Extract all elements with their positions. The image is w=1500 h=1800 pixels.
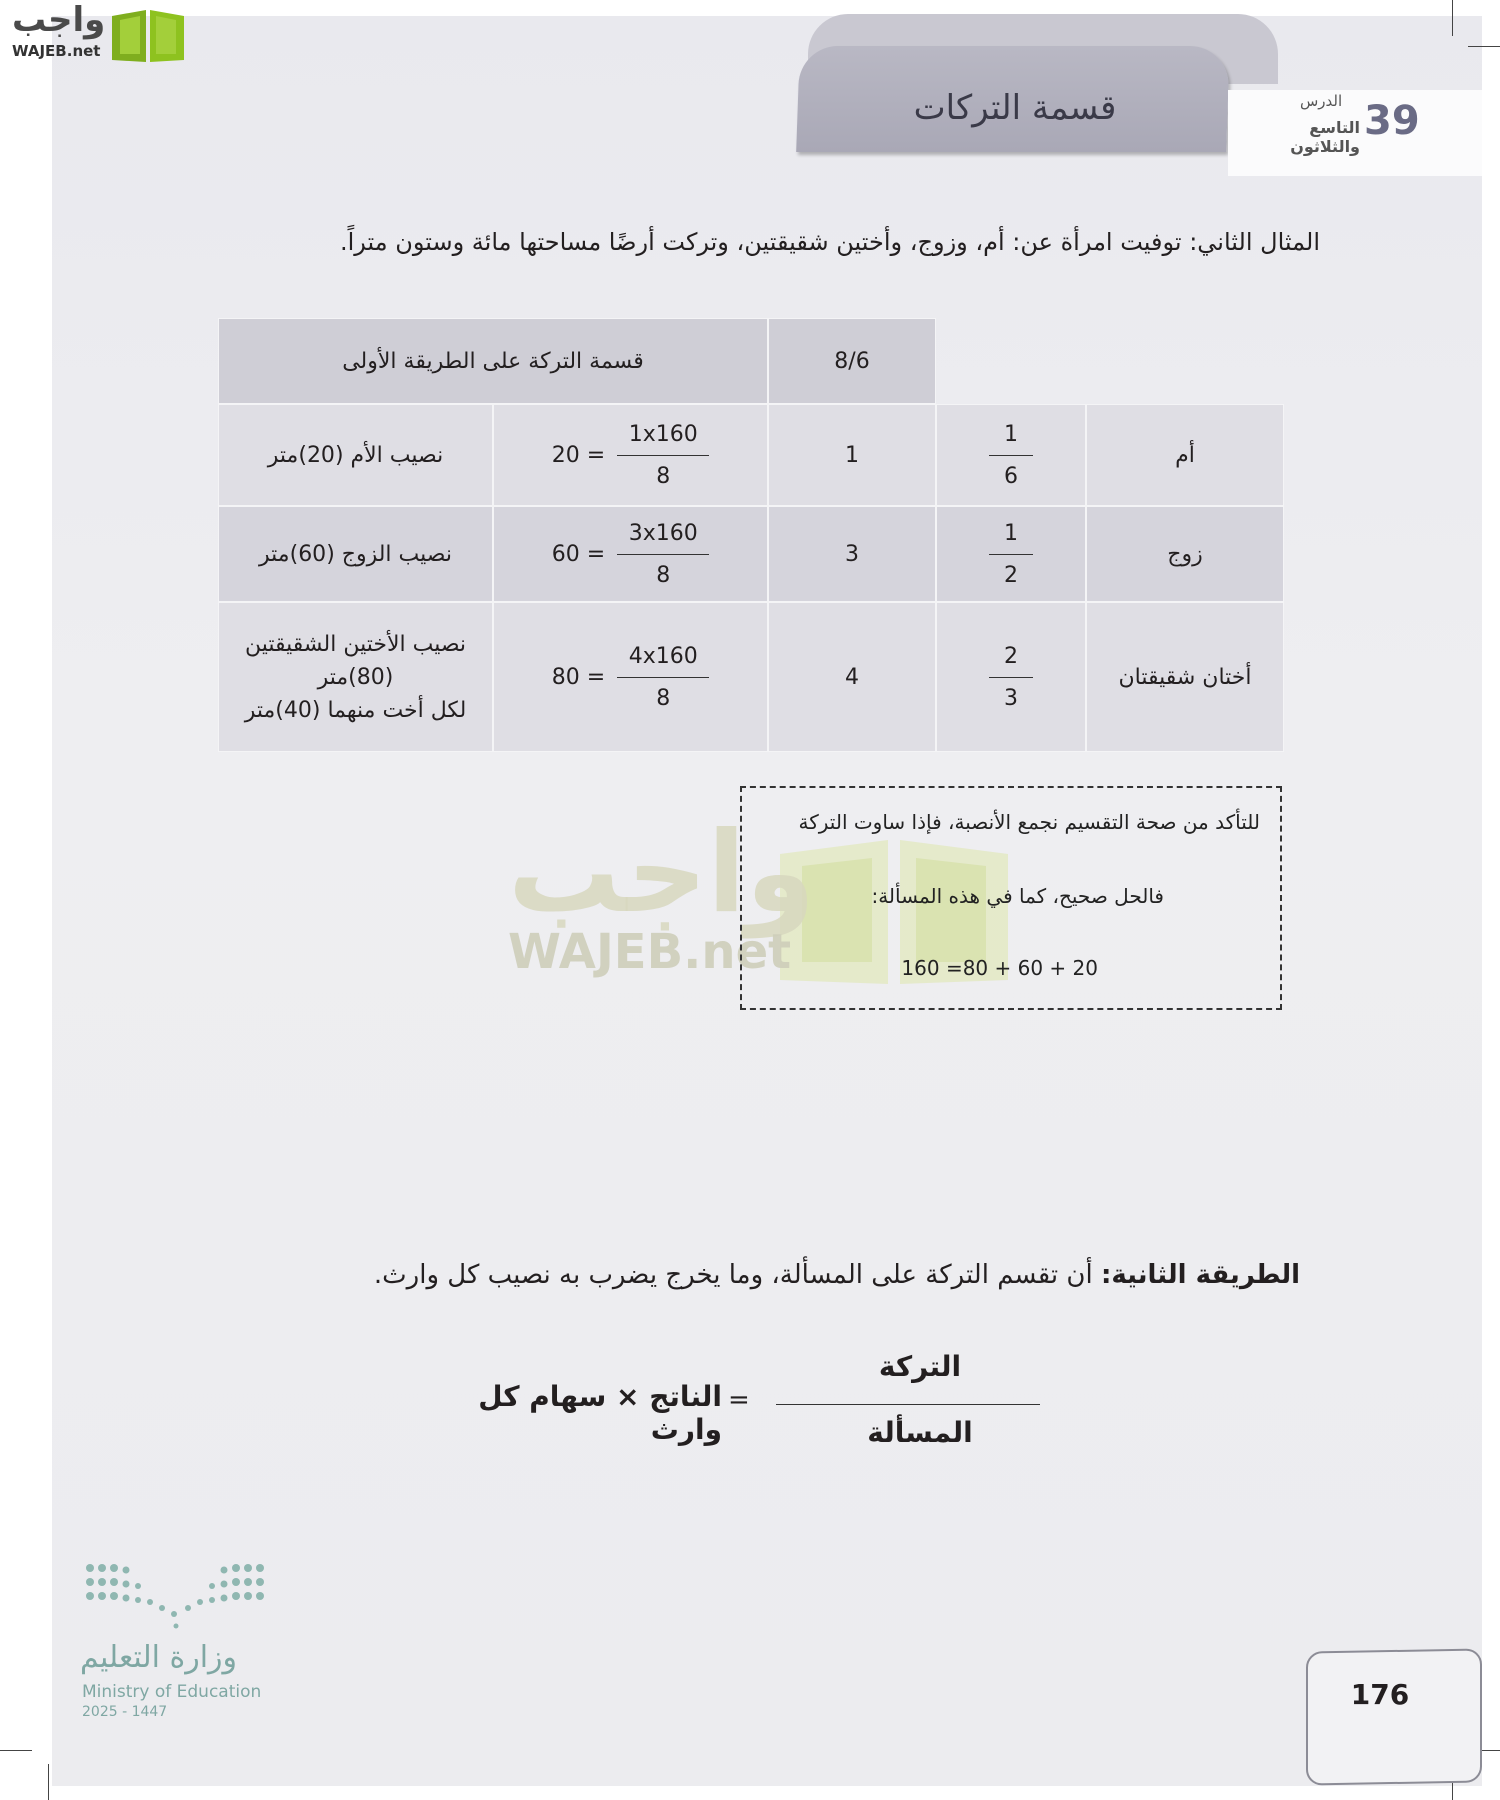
table-fraction-cell xyxy=(936,506,1086,602)
lesson-title: قسمة التركات xyxy=(913,88,1117,128)
page-number-box xyxy=(1306,1648,1482,1785)
example-text: المثال الثاني: توفيت امرأة عن: أم، وزوج، وأختين شقيقتين، وتركت أرضًا مساحتها مائة وستون متراً. xyxy=(339,228,1320,256)
table-header-method: قسمة التركة على الطريقة الأولى xyxy=(218,318,768,404)
table-calc-cell xyxy=(493,404,768,506)
table-shares-cell: 4 xyxy=(768,602,936,752)
logo-arabic: واجب xyxy=(12,0,106,40)
ministry-logo-icon xyxy=(82,1560,268,1630)
ministry-arabic: وزارة التعليم xyxy=(80,1640,238,1675)
logo-english: WAJEB.net xyxy=(12,42,101,60)
table-fraction-cell xyxy=(936,602,1086,752)
crop-mark xyxy=(0,1750,32,1751)
lesson-number: 39 xyxy=(1364,98,1420,144)
page-number: 176 xyxy=(1350,1678,1410,1711)
table-calc-cell xyxy=(493,602,768,752)
fraction-numerator: 2 xyxy=(1004,643,1018,669)
verification-note xyxy=(740,786,1282,1010)
fraction-denominator: 2 xyxy=(1004,562,1018,588)
watermark-arabic: واجب xyxy=(508,808,816,938)
watermark-english: WAJEB.net xyxy=(508,924,792,980)
note-line: فالحل صحيح، كما في هذه المسألة: xyxy=(871,884,1164,908)
table-shares-cell: 1 xyxy=(768,404,936,506)
calc-result: 80 = xyxy=(551,664,606,690)
calc-result: 20 = xyxy=(551,442,606,468)
note-line: للتأكد من صحة التقسيم نجمع الأنصبة، فإذا ساوت التركة xyxy=(798,810,1260,834)
table-heir-cell: زوج xyxy=(1086,506,1284,602)
book-logo-icon xyxy=(108,6,188,64)
table-header-base: 8/6 xyxy=(768,318,936,404)
fraction-denominator: 6 xyxy=(1004,463,1018,489)
table-share-cell xyxy=(218,506,493,602)
calc-denominator: 8 xyxy=(656,463,671,489)
calc-result: 60 = xyxy=(551,541,606,567)
lesson-label: الدرس xyxy=(1300,92,1343,110)
ministry-english: Ministry of Education xyxy=(82,1682,262,1702)
calc-denominator: 8 xyxy=(656,562,671,588)
share-line: نصيب الأم (20)متر xyxy=(267,442,444,468)
fraction-numerator: 1 xyxy=(1004,421,1018,447)
table-shares-cell: 3 xyxy=(768,506,936,602)
calc-numerator: 1x160 xyxy=(628,421,698,447)
table-fraction-cell xyxy=(936,404,1086,506)
note-sum: 160 =80 + 60 + 20 xyxy=(901,956,1098,980)
share-line: (80)متر xyxy=(317,664,394,690)
share-line: نصيب الزوج (60)متر xyxy=(259,541,452,567)
calc-numerator: 4x160 xyxy=(628,643,698,669)
ministry-year: 2025 - 1447 xyxy=(82,1704,168,1720)
fraction-denominator: 3 xyxy=(1004,685,1018,711)
calc-numerator: 3x160 xyxy=(628,520,698,546)
calc-denominator: 8 xyxy=(656,685,671,711)
table-heir-cell: أم xyxy=(1086,404,1284,506)
table-share-cell xyxy=(218,602,493,752)
formula-equals: = xyxy=(728,1385,750,1415)
table-calc-cell xyxy=(493,506,768,602)
method-two-label: الطريقة الثانية: xyxy=(1100,1260,1300,1290)
method-two-text xyxy=(300,1260,1300,1290)
formula-numerator: التركة xyxy=(878,1350,962,1383)
formula-result: الناتج × سهام كل وارث xyxy=(478,1380,722,1446)
lesson-ordinal: التاسع والثلاثون xyxy=(1290,118,1360,156)
fraction-numerator: 1 xyxy=(1004,520,1018,546)
table-heir-cell: أختان شقيقتان xyxy=(1086,602,1284,752)
formula-fraction-bar xyxy=(776,1404,1040,1405)
share-line: لكل أخت منهما (40)متر xyxy=(244,697,467,723)
crop-mark xyxy=(1468,46,1500,47)
crop-mark xyxy=(48,1764,49,1800)
share-line: نصيب الأختين الشقيقتين xyxy=(244,631,467,657)
method-two-description: أن تقسم التركة على المسألة، وما يخرج يضرب به نصيب كل وارث. xyxy=(373,1260,1101,1290)
formula-denominator: المسألة xyxy=(867,1416,973,1449)
table-share-cell xyxy=(218,404,493,506)
crop-mark xyxy=(1452,0,1453,36)
